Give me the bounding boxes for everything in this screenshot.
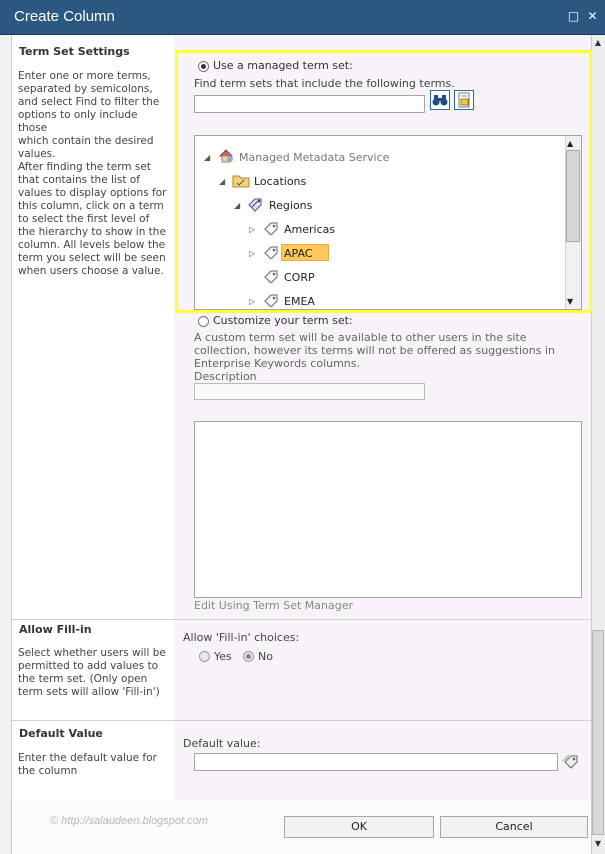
custom-term-set-editor[interactable] bbox=[194, 421, 582, 598]
expand-triangle-icon[interactable]: ▷ bbox=[249, 225, 256, 234]
collapse-triangle-icon[interactable]: ◢ bbox=[204, 153, 211, 162]
edit-using-term-set-manager-link[interactable]: Edit Using Term Set Manager bbox=[194, 599, 354, 612]
term-set-settings-description-2: After finding the term set that contains the list of values to display options for this column, click on a term to select the first level of the hierarchy to show in the column. All levels below the term you select will be seen when users choose a value. bbox=[18, 161, 167, 277]
tree-scroll-up-icon[interactable]: ▲ bbox=[567, 139, 574, 148]
fill-in-no-label: No bbox=[258, 650, 273, 663]
default-value-label: Default value: bbox=[183, 737, 261, 750]
expand-triangle-icon[interactable]: ▷ bbox=[249, 249, 256, 258]
default-value-description: Enter the default value for the column bbox=[18, 752, 157, 777]
collapse-triangle-icon[interactable]: ◢ bbox=[234, 201, 241, 210]
scroll-down-icon[interactable]: ▼ bbox=[594, 839, 602, 848]
scrollbar-thumb[interactable] bbox=[592, 630, 604, 835]
description-label: Description bbox=[194, 370, 257, 383]
tree-node-root[interactable]: Managed Metadata Service bbox=[239, 151, 390, 164]
allow-fill-in-description: Select whether users will be permitted to add values to the term set. (Only open term sets will allow 'Fill-in') bbox=[18, 647, 166, 698]
scroll-up-icon[interactable]: ▲ bbox=[594, 38, 602, 47]
tree-term-americas[interactable]: Americas bbox=[284, 223, 336, 236]
tree-term-emea[interactable]: EMEA bbox=[284, 295, 315, 308]
find-term-sets-label: Find term sets that include the following terms. bbox=[194, 77, 455, 90]
tree-node-group[interactable]: Locations bbox=[254, 175, 307, 188]
managed-term-set-highlight-frame bbox=[175, 50, 592, 313]
tree-term-corp[interactable]: CORP bbox=[284, 271, 315, 284]
term-set-settings-heading: Term Set Settings bbox=[19, 45, 130, 58]
default-value-heading: Default Value bbox=[19, 727, 103, 740]
close-icon[interactable]: ✕ bbox=[587, 9, 598, 23]
tree-scroll-down-icon[interactable]: ▼ bbox=[567, 297, 574, 306]
fill-in-yes-radio[interactable] bbox=[199, 651, 210, 662]
fill-in-yes-label: Yes bbox=[214, 650, 232, 663]
default-value-input[interactable] bbox=[194, 753, 558, 771]
blog-watermark: © http://salaudeen.blogspot.com bbox=[50, 815, 208, 827]
allow-fill-in-choices-label: Allow 'Fill-in' choices: bbox=[183, 631, 300, 644]
custom-term-set-description: A custom term set will be available to other users in the site collection, however its terms will not be offered as suggestions in Enterprise Keywords columns. bbox=[194, 331, 555, 370]
term-set-settings-description-1: Enter one or more terms, separated by semicolons, and select Find to filter the options to only include those which contain the desired values. bbox=[18, 70, 160, 160]
customize-term-set-label: Customize your term set: bbox=[213, 314, 353, 327]
tree-term-apac[interactable]: APAC bbox=[284, 247, 313, 260]
description-input[interactable] bbox=[194, 383, 425, 400]
use-managed-term-set-label: Use a managed term set: bbox=[213, 59, 353, 72]
section-divider bbox=[12, 619, 591, 620]
dialog-title: Create Column bbox=[14, 8, 115, 25]
ok-button[interactable]: OK bbox=[284, 816, 434, 838]
tree-node-termset[interactable]: Regions bbox=[269, 199, 313, 212]
maximize-icon[interactable]: □ bbox=[567, 9, 580, 23]
collapse-triangle-icon[interactable]: ◢ bbox=[219, 177, 226, 186]
allow-fill-in-heading: Allow Fill-in bbox=[19, 623, 92, 636]
section-divider bbox=[12, 720, 591, 721]
browse-tags-icon[interactable] bbox=[562, 753, 580, 769]
expand-triangle-icon[interactable]: ▷ bbox=[249, 297, 256, 306]
customize-term-set-radio[interactable] bbox=[198, 316, 209, 327]
cancel-button[interactable]: Cancel bbox=[440, 816, 588, 838]
fill-in-no-radio[interactable] bbox=[243, 651, 254, 662]
dialog-left-border bbox=[0, 35, 12, 854]
